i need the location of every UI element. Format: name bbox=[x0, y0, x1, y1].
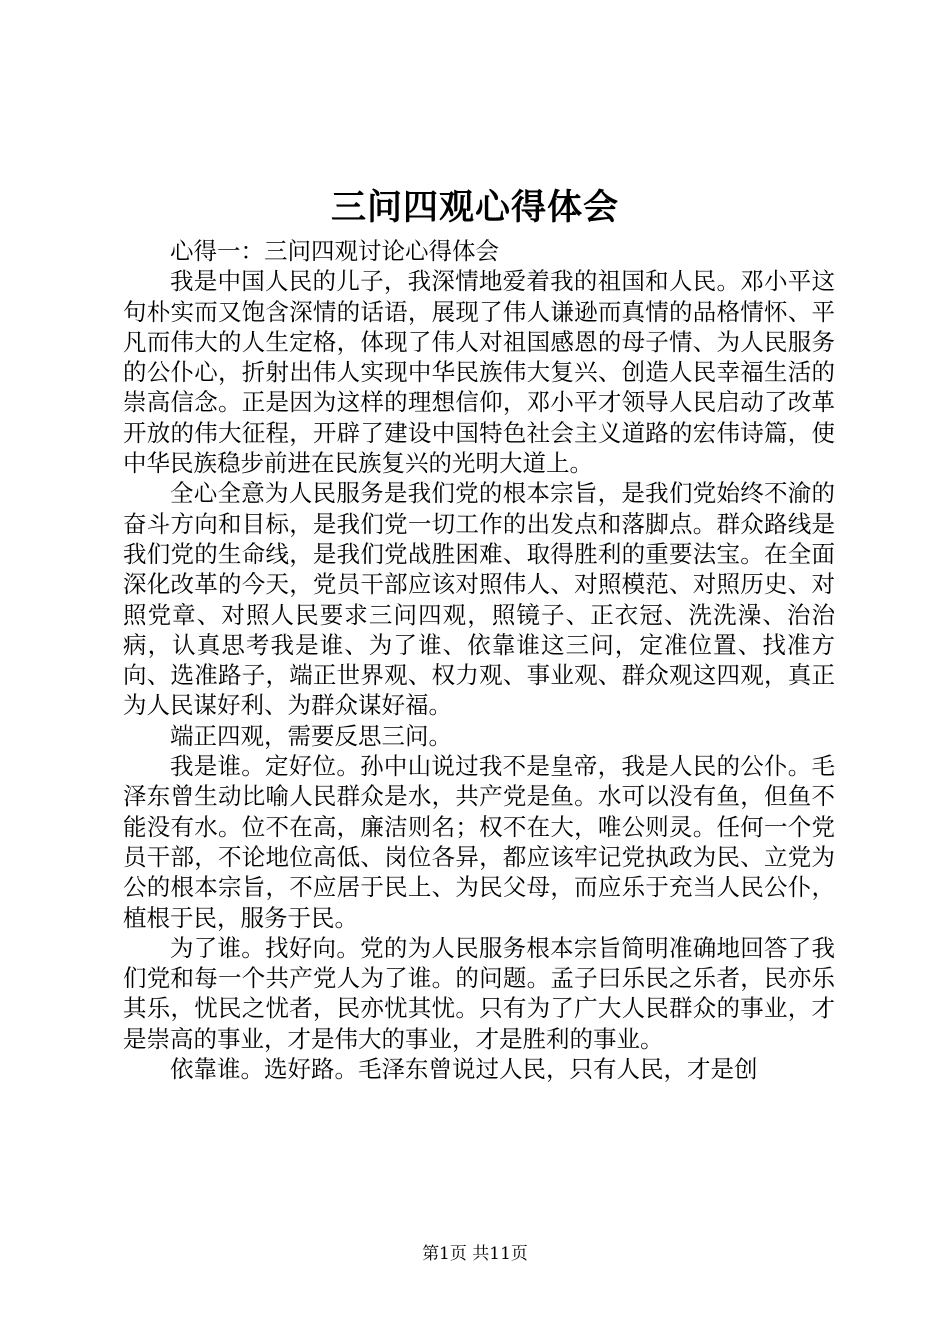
page-number-footer: 第1页 共11页 bbox=[422, 1244, 528, 1264]
body-paragraph: 我是谁。定好位。孙中山说过我不是皇帝，我是人民的公仆。毛泽东曾生动比喻人民群众是水，共产党是鱼。水可以没有鱼，但鱼不能没有水。位不在高，廉洁则名；权不在大，唯公则灵。任何一个党员干部，不论地位高低、岗位各异，都应该牢记党执政为民、立党为公的根本宗旨，不应居于民上、为民父母，而应乐于充当人民公仆，植根于民，服务于民。 bbox=[123, 752, 835, 932]
body-paragraph: 全心全意为人民服务是我们党的根本宗旨，是我们党始终不渝的奋斗方向和目标，是我们党一切工作的出发点和落脚点。群众路线是我们党的生命线，是我们党战胜困难、取得胜利的重要法宝。在全面深化改革的今天，党员干部应该对照伟人、对照模范、对照历史、对照党章、对照人民要求三问四观，照镜子、正衣冠、洗洗澡、治治病，认真思考我是谁、为了谁、依靠谁这三问，定准位置、找准方向、选准路子，端正世界观、权力观、事业观、群众观这四观，真正为人民谋好利、为群众谋好福。 bbox=[123, 479, 835, 720]
body-paragraph: 我是中国人民的儿子，我深情地爱着我的祖国和人民。邓小平这句朴实而又饱含深情的话语，展现了伟人谦逊而真情的品格情怀、平凡而伟大的人生定格，体现了伟人对祖国感恩的母子情、为人民服务的公仆心，折射出伟人实现中华民族伟大复兴、创造人民幸福生活的崇高信念。正是因为这样的理想信仰，邓小平才领导人民启动了改革开放的伟大征程，开辟了建设中国特色社会主义道路的宏伟诗篇，使中华民族稳步前进在民族复兴的光明大道上。 bbox=[123, 267, 835, 478]
body-paragraph: 依靠谁。选好路。毛泽东曾说过人民，只有人民，才是创 bbox=[170, 1055, 758, 1084]
body-paragraph: 端正四观，需要反思三问。 bbox=[170, 721, 452, 750]
body-paragraph: 心得一：三问四观讨论心得体会 bbox=[170, 237, 499, 265]
document-body bbox=[123, 236, 835, 1084]
document-title: 三问四观心得体会 bbox=[330, 187, 619, 228]
body-paragraph: 为了谁。找好向。党的为人民服务根本宗旨简明准确地回答了我们党和每一个共产党人为了谁。的问题。孟子曰乐民之乐者，民亦乐其乐，忧民之忧者，民亦忧其忧。只有为了广大人民群众的事业，才是崇高的事业，才是伟大的事业，才是胜利的事业。 bbox=[123, 933, 835, 1053]
